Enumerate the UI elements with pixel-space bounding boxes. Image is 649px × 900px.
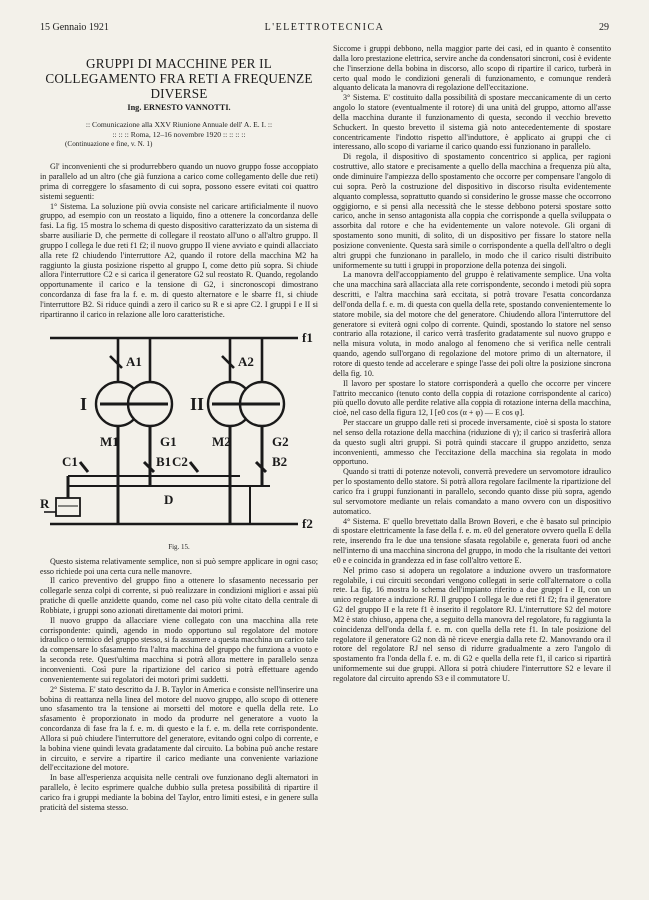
label-g2: G2: [272, 433, 289, 449]
left-column: [40, 44, 318, 882]
paragraph: Nel primo caso si adopera un regolatore a induzione ovvero un trasformatore regolabile, i cui circuiti secondari vengono collegati in serie coll'alternatore o colla rete. La fig. 16 mostra lo schema dell'impianto riferito a due gruppi I e II, con un unico regolatore a induzione RJ. Il gruppo I collega le due reti f1 f2; fra il generatore G2 del gruppo II e la rete f1 è inserito il regolatore RJ. L'interruttore S2 del motore M2 è stato chiuso, appena che, a seguito della manovra del regolatore, fu raggiunta la coincidenza dell'onda della f. e. m. con quella della rete f1. In tale posizione del regolatore il generatore G2 non dà nè riceve energia dalla rete f2. Manovrando ora il rotore del regolatore RJ nel senso di ridurre gradualmente a zero l'angolo di spostamento fra l'onda della f. e. m. di G2 e quella della rete f1, il carico si ripartirà uniformemente sui due gruppi. Allora si potrà chiudere l'interruttore S2 e levare il regolatore dal circuito aprendo S3 e il commutatore U.: [333, 565, 611, 683]
label-group-i: I: [80, 393, 88, 414]
paragraph: Per staccare un gruppo dalle reti si procede inversamente, cioè si sposta lo statore nel senso della rotazione della macchina (riduzione di γ); il carico si trasferirà allora da questo sugli altri gruppi. Si potrà quindi staccare il gruppo anzidetto, senza inconvenienti, ammesso che l'eccitazione della macchina sia regolata in modo opportuno.: [333, 418, 611, 467]
article-author: Ing. ERNESTO VANNOTTI.: [127, 103, 231, 112]
figure-caption: Fig. 15.: [168, 542, 190, 551]
paragraph: Siccome i gruppi debbono, nella maggior parte dei casi, ed in quanto è consentito dalla loro prestazione elettrica, servire anche da condensatori sincroni, così è evidente che l'inserzione della bobina in discorso, allo scopo di ripartire il carico, turberà in certo qual modo le condizioni generali di funzionamento, e comunque renderà alquanto delicata la manovra di regolazione dell'eccitazione.: [333, 44, 611, 93]
paragraph: Quando si tratti di potenze notevoli, converrà prevedere un servomotore idraulico per lo spostamento dello statore. Si potrà allora regolare facilmente la ripartizione del carico fra i gruppi funzionanti in parallelo, secondo quanto disse più sopra, agendo sul servomotore mediante un relais comandato a mano ovvero con un dispositivo automatico.: [333, 467, 611, 516]
label-b1: B1: [156, 453, 172, 469]
paragraph: Il lavoro per spostare lo statore corrisponderà a quello che occorre per vincere l'attrito meccanico (tenuto conto della coppia di rotazione corrispondente al carico) più quello dovuto alle perdite relative alla coppia di rotazione interna della macchina, cioè, nel caso della figura 12, I [e0 cos (α + φ) — E cos φ].: [333, 378, 611, 418]
article-title: GRUPPI DI MACCHINE PER IL COLLEGAMENTO FRA RETI A FREQUENZE DIVERSE: [45, 56, 313, 101]
communication-line-2: :: :: :: Roma, 12–16 novembre 1920 :: :: :: ::: [112, 129, 246, 139]
paragraph: Il nuovo gruppo da allacciare viene collegato con una macchina alla rete corrispondente: quindi, agendo in modo opportuno sul regolatore del motore idraulico o termico del gruppo stesso, si fa assumere a questa macchina un carico tale da compensare lo sfasamento fra l'altra macchina del gruppo che funziona a vuoto e la seconda rete. Quest'ultima macchina si potrà allora mettere in parallelo senza inconvenienti. Così pure la ripartizione del carico si potrà effettuare agendo convenientemente sui regolatori dei motori primi suddetti.: [40, 615, 318, 684]
paragraph: 3° Sistema. E' costituito dalla possibilità di spostare meccanicamente di un certo angolo lo statore (eventualmente il rotore) di una unità del gruppo, attorno all'asse della macchina durante il funzionamento di questa, secondo il vecchio brevetto Schuckert. In questo brevetto il sistema già noto antecedentemente di spostare concentricamente l'indotto rispetto all'induttore, è applicato ai gruppi che ci interessano, allo scopo di variarne il carico quando essi funzionano in parallelo.: [333, 93, 611, 152]
page-number: 29: [599, 22, 609, 33]
rheostat-tank: [56, 498, 80, 516]
figure-15: [40, 326, 318, 541]
label-g1: G1: [160, 433, 177, 449]
label-r: R: [40, 495, 50, 511]
paragraph: Questo sistema relativamente semplice, non si può sempre applicare in ogni caso; esso richiede poi una certa cura nelle manovre.: [40, 556, 318, 576]
paragraph: Gl' inconvenienti che si produrrebbero quando un nuovo gruppo fosse accoppiato in parallelo ad un altro (che già funziona a carico come collegamento delle due reti) prima di correggere lo sfasamento di cui sopra, possono essere evitati coi quattro sistemi seguenti:: [40, 162, 318, 201]
paragraph: Il carico preventivo del gruppo fino a ottenere lo sfasamento necessario per collegarle senza colpi di corrente, si può realizzare in condizioni migliori e assai più pratiche di quelle anzidette quando, come nel caso più volte citato della centrale di Robbiate, i gruppi sono azionati direttamente dai motori primi.: [40, 576, 318, 615]
paragraph: 1° Sistema. La soluzione più ovvia consiste nel caricare artificialmente il nuovo gruppo, ad esempio con un reostato a liquido, fino a ottenere la concordanza delle fasi. La fig. 15 mostra lo schema di questo dispositivo caratterizzato da un sistema di sbarre ausiliarie D, che permette di collegare il reostato all'uno o all'altro gruppo. Il gruppo I collega le due reti f1 f2; il nuovo gruppo II viene avviato e quindi allacciato alla rete f2 chiudendo l'interruttore A2, quando il rotore della macchina M2 ha raggiunto la giusta posizione rispetto al gruppo I, come detto più sopra. Si chiude allora l'interruttore C2 e si carica il generatore G2 sul reostato R. Quando, regolando opportunamente il carico e la tensione di G2, i sincronoscopi dimostrano concordanza di fase fra la f. e. m. di questo alternatore e le sbarre f1, si chiude l'interruttore B2. Si riduce quindi a zero il carico su R e si apre C2. I gruppi I e II si ripartiranno il carico in relazione alle loro caratteristiche.: [40, 201, 318, 319]
label-a2: A2: [238, 353, 254, 369]
label-b2: B2: [272, 453, 288, 469]
label-d: D: [164, 491, 174, 507]
paragraph: 2° Sistema. E' stato descritto da J. B. Taylor in America e consiste nell'inserire una bobina di reattanza nella linea del motore del nuovo gruppo, allo scopo di ottenere uno sfasamento tra la tensione ai morsetti del motore e quella della rete. Lo sfasamento è proporzionato in modo da produrre nel generatore a vuoto la concordanza di fase fra la f. e. m. di questo e la f. e. m. della rete corrispondente. Allora si può chiudere l'interruttore del generatore, evitando ogni colpo di corrente, e la bobina viene quindi levata gradatamente dal circuito. La bobina può anche restare in circuito, e servire a ripartire il carico mediante una conveniente variazione dell'eccitazione del motore.: [40, 684, 318, 773]
right-column: [333, 44, 611, 882]
label-a1: A1: [126, 353, 142, 369]
label-c1: C1: [62, 453, 78, 469]
label-f1: f1: [302, 329, 313, 345]
continuation-note: (Continuazione e fine, v. N. 1): [65, 140, 153, 149]
paragraph: La manovra dell'accoppiamento del gruppo è relativamente semplice. Una volta che una macchina sarà allacciata alla rete corrispondente, secondo i metodi più sopra descritti, e l'altra macchina sarà eccitata, si potrà trovare l'esatta concordanza dell'onda della f. e. m. di questa con quella della rete, spostando convenientemente lo statore mobile, sia del motore che del generatore. Chiudendo allora l'interruttore del generatore si eviterà ogni colpo di corrente. Quindi, spostando lo statore nel senso contrario alla rotazione, il carico verrà trasferito gradatamente sul nuovo gruppo e nella misura voluta, in modo analogo al fenomeno che si verifica nelle centrali quando, agendo sull'organo di regolazione del motore primo di un alternatore, il rotore di questo tende ad accelerare e spinge l'asse dei poli oltre la posizione sincrona della fig. 10.: [333, 270, 611, 378]
journal-title: L'ELETTROTECNICA: [264, 22, 385, 33]
communication-line-1: :: Comunicazione alla XXV Riunione Annuale dell' A. E. I. ::: [85, 120, 273, 129]
label-group-ii: II: [190, 393, 205, 414]
label-m1: M1: [100, 433, 119, 449]
paragraph: Di regola, il dispositivo di spostamento concentrico si applica, per ragioni costruttive, allo statore e precisamente a quello della macchina a frequenza più alta, onde diminuire l'ampiezza dello spostamento che occorre per compensare l'angolo di cui sopra. Però la costruzione del dispositivo in discorso risulta evidentemente alquanto complessa, soprattutto quando si considerino le grosse masse che occorrono oggigiorno, e si pensi alla necessità che le stesse debbono potersi spostare sotto carico, anche in senso antagonista alla coppia che corrisponde a quella sviluppata o assorbita dal rotore e che ha evidentemente un valore notevole. Gli organi di spostamento sono muniti, di solito, di un dispositivo per fissare lo statore nella posizione conveniente. Questa sarà simile o corrispondente a quella dell'altro o degli altri gruppi che funzionano in parallelo, in modo che il carico risulti distribuito uniformemente su tutti i gruppi in proporzione della potenza dei singoli.: [333, 152, 611, 270]
circuit-diagram: [40, 326, 318, 541]
running-head: [40, 22, 609, 36]
label-c2: C2: [172, 453, 188, 469]
issue-date: 15 Gennaio 1921: [40, 22, 109, 33]
paragraph: In base all'esperienza acquisita nelle centrali ove funzionano degli alternatori in parallelo, è lecito esprimere qualche dubbio sulla pretesa possibilità di ripartire il carico fra i gruppi mediante la bobina del Taylor, entro limiti estesi, e in genere sulla praticità del sistema stesso.: [40, 773, 318, 812]
label-m2: M2: [212, 433, 231, 449]
label-f2: f2: [302, 515, 313, 531]
paragraph: 4° Sistema. E' quello brevettato dalla Brown Boveri, e che è basato sul principio di spostare elettricamente la fase della f. e. m. e0 del generatore ovvero quella E della rete, inserendo fra le due una tensione sfasata regolabile e, generata fuori od anche nell'interno di una macchina sincrona del gruppo, in modo che la risultante dei vettori e0 e e coincida in grandezza ed in fase coll'altro vettore E.: [333, 516, 611, 565]
